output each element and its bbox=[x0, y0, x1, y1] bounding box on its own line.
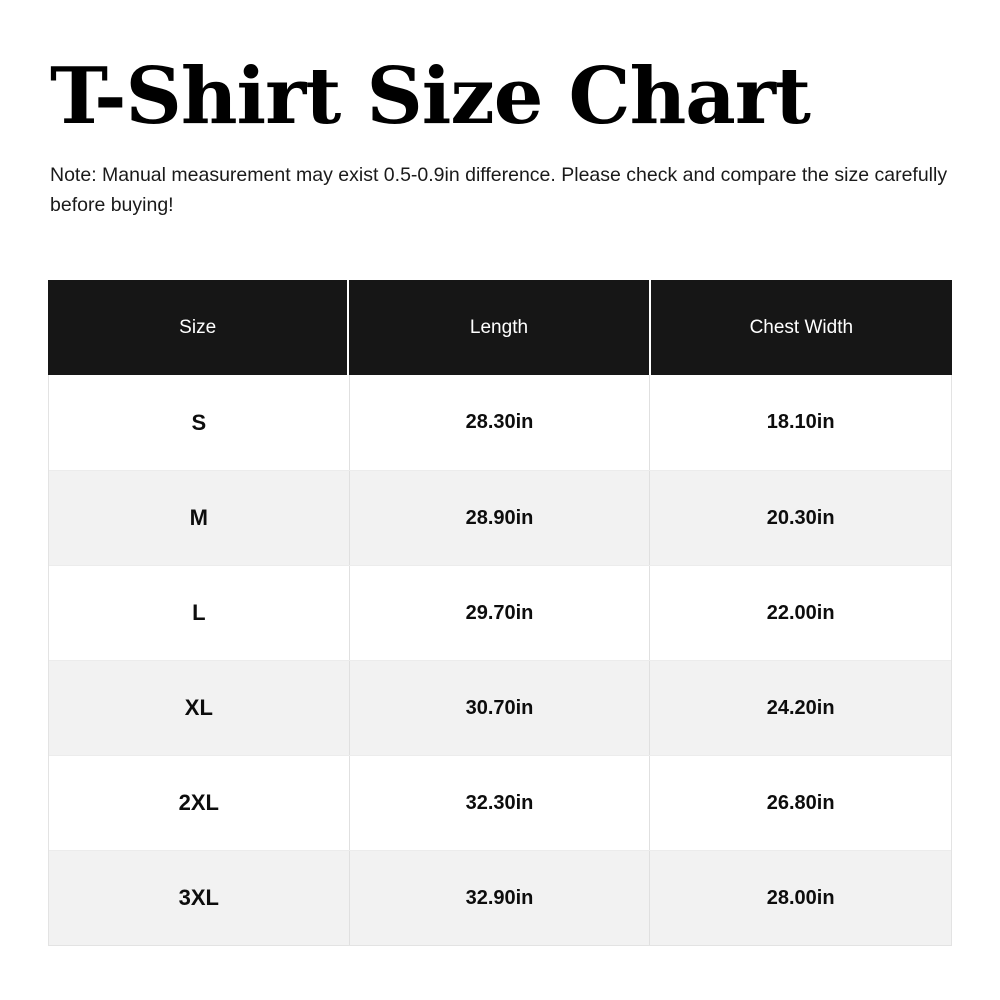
table-row-s bbox=[49, 375, 951, 470]
table-row-xl bbox=[49, 660, 951, 755]
table-row-l bbox=[49, 565, 951, 660]
size-value: 3XL bbox=[49, 851, 350, 945]
size-value: M bbox=[49, 471, 350, 565]
chest-value: 24.20in bbox=[766, 696, 835, 719]
size-value: 2XL bbox=[49, 756, 350, 850]
size-value: L bbox=[49, 566, 350, 660]
chest-value: 26.80in bbox=[766, 791, 835, 814]
length-value: 28.90in bbox=[350, 471, 651, 565]
chest-value: 28.00in bbox=[766, 886, 835, 909]
chest-value: 18.10in bbox=[766, 411, 835, 433]
length-value: 28.30in bbox=[350, 375, 651, 470]
size-chart-table bbox=[48, 280, 952, 946]
table-row-3xl bbox=[49, 850, 951, 945]
page-title: T-Shirt Size Chart bbox=[50, 51, 810, 142]
size-value: S bbox=[49, 375, 350, 470]
column-header-length: Length bbox=[349, 280, 650, 375]
table-header-row bbox=[48, 280, 952, 375]
chest-value: 22.00in bbox=[766, 601, 835, 624]
chest-value: 20.30in bbox=[766, 506, 835, 529]
table-row-2xl bbox=[49, 755, 951, 850]
length-value: 32.90in bbox=[350, 851, 651, 945]
length-value: 32.30in bbox=[350, 756, 651, 850]
column-header-size: Size bbox=[48, 280, 349, 375]
measurement-note: Note: Manual measurement may exist 0.5-0.9in difference. Please check and compare the size carefully before buying! bbox=[50, 164, 948, 216]
length-value: 29.70in bbox=[350, 566, 651, 660]
table-row-m bbox=[49, 470, 951, 565]
size-value: XL bbox=[49, 661, 350, 755]
column-header-chest-width: Chest Width bbox=[749, 316, 854, 338]
length-value: 30.70in bbox=[350, 661, 651, 755]
